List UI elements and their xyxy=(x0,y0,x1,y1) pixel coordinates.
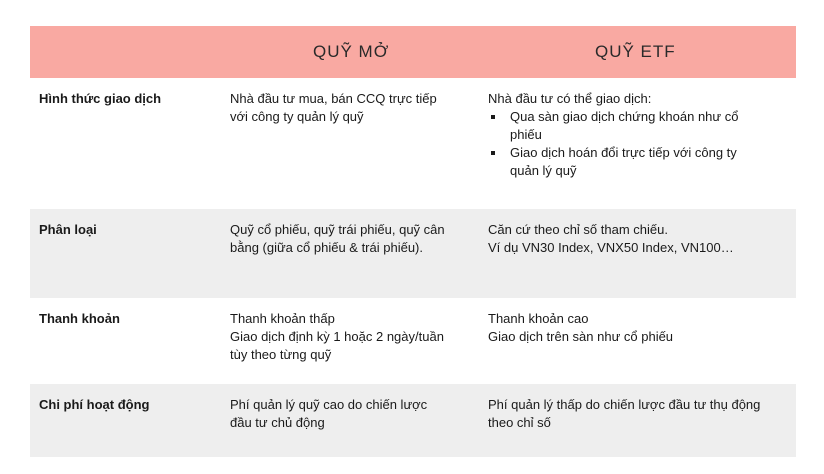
cell-text: Phí quản lý thấp do chiến lược đầu tư thụ động xyxy=(488,397,761,412)
table-row xyxy=(30,298,796,384)
bullet-list xyxy=(488,108,793,180)
comparison-table xyxy=(30,26,796,457)
open-fund-cell xyxy=(230,90,475,126)
cell-text: Thanh khoản cao xyxy=(488,311,589,326)
row-label: Thanh khoản xyxy=(39,311,120,326)
cell-text: Giao dịch trên sàn như cổ phiếu xyxy=(488,329,674,344)
table-header xyxy=(30,26,796,78)
row-label: Chi phí hoạt động xyxy=(39,397,150,412)
etf-cell xyxy=(488,310,793,346)
table-row xyxy=(30,209,796,298)
cell-text: đầu tư chủ động xyxy=(230,415,325,430)
etf-cell xyxy=(488,396,793,432)
row-label: Phân loại xyxy=(39,222,97,237)
table-row xyxy=(30,384,796,457)
cell-text: Qua sàn giao dịch chứng khoán như cổ xyxy=(510,109,739,124)
cell-text: Giao dịch hoán đổi trực tiếp với công ty xyxy=(510,145,737,160)
cell-text: với công ty quản lý quỹ xyxy=(230,109,364,124)
row-label: Hình thức giao dịch xyxy=(39,91,162,106)
cell-text: bằng (giữa cổ phiếu & trái phiếu). xyxy=(230,240,423,255)
open-fund-cell xyxy=(230,396,475,432)
open-fund-cell xyxy=(230,221,475,257)
table-row xyxy=(30,78,796,209)
cell-text: Căn cứ theo chỉ số tham chiếu. xyxy=(488,222,668,237)
etf-cell xyxy=(488,90,793,180)
cell-text: Thanh khoản thấp xyxy=(230,311,335,326)
cell-text: Nhà đầu tư có thể giao dịch: xyxy=(488,91,652,106)
list-item xyxy=(488,108,793,144)
cell-text: Nhà đầu tư mua, bán CCQ trực tiếp xyxy=(230,91,437,106)
etf-cell xyxy=(488,221,793,257)
list-item xyxy=(488,144,793,180)
cell-text: theo chỉ số xyxy=(488,415,551,430)
cell-text: Quỹ cổ phiếu, quỹ trái phiếu, quỹ cân xyxy=(230,222,445,237)
open-fund-cell xyxy=(230,310,475,364)
cell-text: Ví dụ VN30 Index, VNX50 Index, VN100… xyxy=(488,240,734,255)
header-etf: QUỸ ETF xyxy=(595,42,676,61)
cell-text: Phí quản lý quỹ cao do chiến lược xyxy=(230,397,428,412)
cell-text: Giao dịch định kỳ 1 hoặc 2 ngày/tuần xyxy=(230,329,444,344)
cell-text: quản lý quỹ xyxy=(510,163,577,178)
cell-text: tùy theo từng quỹ xyxy=(230,347,332,362)
cell-text: phiếu xyxy=(510,127,542,142)
header-open-fund: QUỸ MỞ xyxy=(313,42,390,61)
